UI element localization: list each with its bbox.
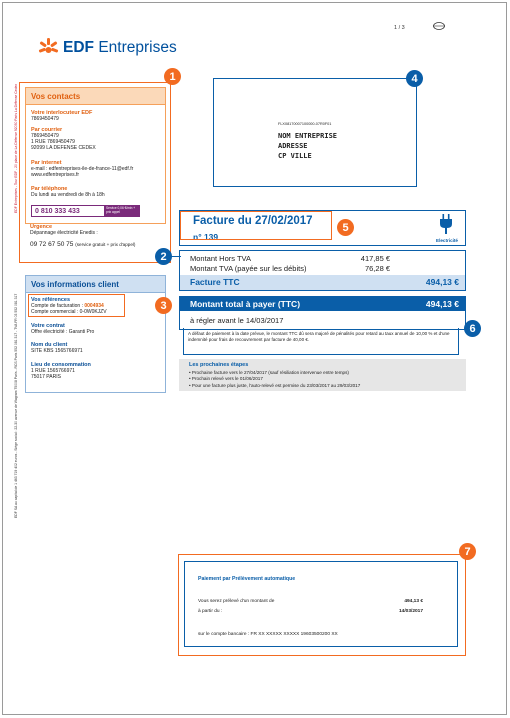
address-window — [213, 78, 417, 187]
contract-title: Votre contrat — [31, 323, 65, 329]
badge-3: 3 — [155, 297, 172, 314]
client-name-section — [31, 342, 83, 354]
address-line: NOM ENTREPRISE — [278, 132, 338, 140]
amount-ttc-value: 494,13 € — [425, 277, 459, 287]
edf-sun-icon — [36, 37, 62, 59]
next-steps-panel — [179, 359, 466, 391]
amounts-panel — [179, 250, 466, 291]
amount-tva-label: Montant TVA (payée sur les débits) — [190, 264, 307, 273]
energy-label: Electricité — [436, 238, 458, 243]
payment-panel — [178, 554, 466, 656]
payment-title: Paiement par Prélèvement automatique — [198, 576, 296, 582]
urgence-title: Urgence — [30, 224, 53, 230]
contacts-panel — [25, 87, 166, 224]
phone-number-box[interactable] — [31, 205, 140, 217]
phone-hours: Du lundi au vendredi de 8h à 18h — [31, 192, 105, 198]
due-date: à régler avant le 14/03/2017 — [190, 316, 284, 325]
invoice-page — [2, 2, 507, 715]
total-value: 494,13 € — [425, 299, 459, 309]
references-title: Vos références — [31, 297, 71, 303]
payment-date-value: 14/03/2017 — [398, 609, 423, 614]
badge-1: 1 — [164, 68, 181, 85]
badge-2: 2 — [155, 248, 172, 265]
consumption-place-section — [31, 362, 91, 380]
page-number: 1 / 3 — [394, 25, 405, 31]
internet-section — [31, 160, 133, 178]
internet-title: Par internet — [31, 160, 62, 166]
client-info-panel — [25, 275, 166, 393]
next-step-item: • Prochaine facture vers le 27/04/2017 (sauf résiliation intervenue entre temps) — [189, 370, 349, 375]
next-steps-title: Les prochaines étapes — [189, 362, 249, 368]
address-barcode-text: FLX08170007100000-07R0F01 — [278, 122, 332, 126]
logo-wordmark: EDF Entreprises — [63, 39, 177, 56]
mail-section — [31, 127, 96, 151]
legal-side-text: EDF SA au capital de 1 463 719 402 euros - Siège social : 22-30 avenue de Wagram 75008 Paris - RCS Paris 552 081 317 - TVA FR 03 552 081 317 — [14, 293, 18, 518]
badge-6: 6 — [464, 320, 481, 337]
penalty-frame — [183, 328, 459, 355]
mail-line: 7869450479 — [31, 133, 59, 139]
edf-logo — [36, 37, 177, 59]
phone-tariff-tag: Service 0,06 €/min + prix appel — [104, 206, 139, 216]
amount-tva-value: 76,28 € — [364, 264, 390, 273]
total-panel — [179, 296, 466, 330]
badge-4: 4 — [406, 70, 423, 87]
legal-side-text-red: EDF Entreprises - Tour EDF - 20 place de La Défense 92050 Paris La Défense Cedex — [14, 83, 18, 213]
interlocutor-section — [31, 110, 92, 122]
internet-site-link[interactable]: www.edfentreprises.fr — [31, 172, 80, 178]
highlight-frame-3 — [28, 294, 125, 317]
address-line: ADRESSE — [278, 142, 308, 150]
contacts-title: Vos contacts — [26, 88, 165, 105]
place-line: 75017 PARIS — [31, 374, 61, 380]
penalty-notice: A défaut de paiement à la date prévue, le montant TTC dû sera majoré de pénalités pour retard au taux annuel de 10,00 % et d'une indemnité pour frais de recouvrement par facture de 40,00 €. — [188, 331, 450, 342]
client-info-title: Vos informations client — [26, 276, 165, 293]
total-label: Montant total à payer (TTC) — [190, 299, 301, 309]
plug-icon — [439, 214, 453, 234]
recycle-icon — [432, 21, 446, 31]
next-step-item: • Pour une facture plus juste, l'auto-relevé est permise du 23/03/2017 au 29/03/2017 — [189, 383, 361, 388]
phone-number: 0 810 333 433 — [35, 208, 80, 215]
client-name: SITE KBS 1565766971 — [31, 348, 83, 354]
urgence-phone[interactable]: 09 72 67 50 75 (service gratuit + prix d'appel) — [30, 241, 136, 248]
address-line: CP VILLE — [278, 152, 312, 160]
badge-7: 7 — [459, 543, 476, 560]
mail-line: 1 RUE 7869450479 — [31, 139, 75, 145]
amount-ttc-row — [180, 275, 465, 290]
total-header — [180, 297, 465, 311]
mail-line: 92099 LA DEFENSE CEDEX — [31, 145, 96, 151]
interlocutor-title: Votre interlocuteur EDF — [31, 110, 93, 116]
badge-5: 5 — [337, 219, 354, 236]
commercial-account: Compte commercial : 0-0W0KJZV — [31, 309, 107, 315]
payment-date-label: à partir du : — [198, 609, 223, 614]
invoice-title: Facture du 27/02/2017 — [193, 215, 313, 227]
urgence-section — [25, 224, 166, 257]
next-step-item: • Prochain relevé vers le 01/06/2017 — [189, 376, 263, 381]
bank-account-line: sur le compte bancaire : FR XX XXXXX XXXXX 19603500200 XX — [198, 632, 338, 637]
payment-amount-value: 494,13 € — [404, 599, 423, 604]
consumption-place-title: Lieu de consommation — [31, 362, 91, 368]
amount-ttc-label: Facture TTC — [190, 277, 240, 287]
amount-ht-value: 417,85 € — [360, 254, 390, 263]
phone-title: Par téléphone — [31, 186, 68, 192]
internet-email[interactable]: e-mail : edfentreprises-ile-de-france-11@edf.fr — [31, 166, 134, 172]
place-line: 1 RUE 1565766971 — [31, 368, 75, 374]
invoice-number: n° 139 — [193, 232, 219, 242]
contract-section — [31, 323, 94, 335]
payment-inner-frame — [184, 561, 458, 647]
client-name-title: Nom du client — [31, 342, 68, 348]
address-lines — [278, 131, 337, 161]
interlocutor-id: 7869450479 — [31, 116, 59, 122]
billing-account: Compte de facturation : 0004934 — [31, 303, 104, 309]
mail-title: Par courrier — [31, 127, 63, 133]
phone-section — [31, 186, 105, 198]
highlight-frame-5 — [180, 211, 332, 240]
amount-ht-label: Montant Hors TVA — [190, 254, 251, 263]
urgence-text: Dépannage électricité Enedis : — [30, 230, 98, 236]
payment-amount-label: Vous serez prélevé d'un montant de — [198, 599, 275, 604]
contract-offer: Offre électricité : Garanti Pro — [31, 329, 95, 335]
